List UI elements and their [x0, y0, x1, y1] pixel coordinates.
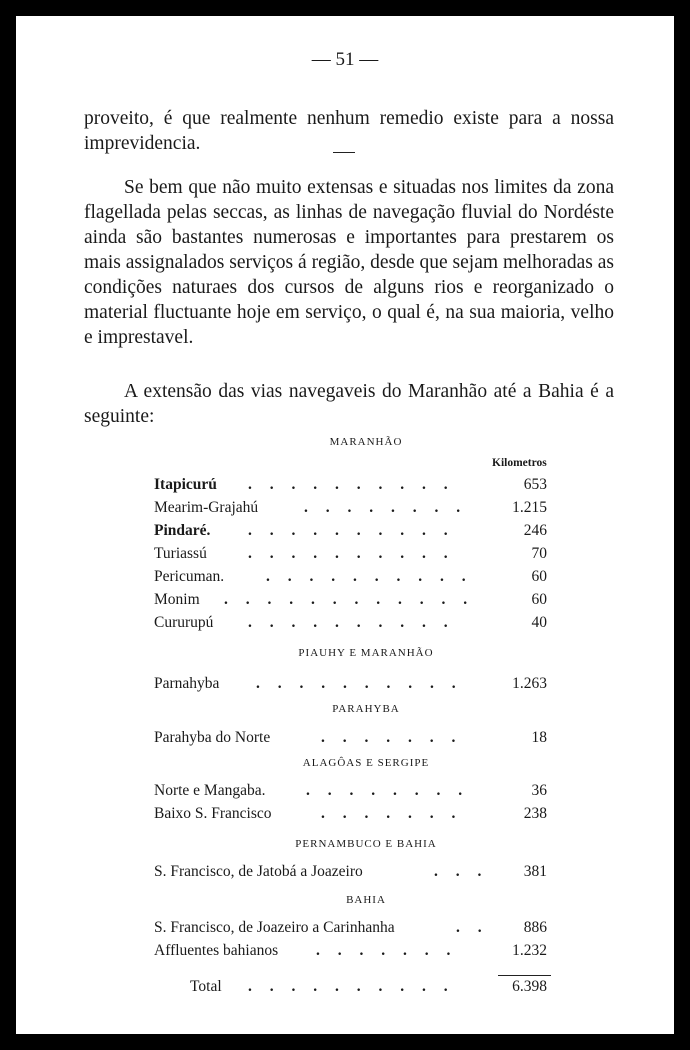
river-name: Pericuman. — [154, 568, 225, 585]
table-row — [16, 522, 674, 544]
river-km: 18 — [531, 729, 547, 746]
river-name: Mearim-Grajahú — [154, 499, 259, 516]
river-km: 886 — [523, 919, 547, 936]
dot-leader: . . . . . . . . . . — [248, 614, 455, 631]
river-km: 1.263 — [512, 675, 547, 692]
section-title-parahyba: PARAHYBA — [332, 703, 400, 715]
dot-leader: . . . — [434, 863, 489, 880]
dot-leader: . . . . . . . . . . — [256, 675, 463, 692]
river-km: 1.215 — [512, 499, 547, 516]
table-row — [16, 591, 674, 613]
river-km: 60 — [531, 568, 547, 585]
dot-leader: . . . . . . . . . . — [248, 545, 455, 562]
page-number: — 51 — — [311, 49, 379, 70]
table-row — [16, 729, 674, 751]
river-km: 381 — [523, 863, 547, 880]
total-rule — [498, 975, 551, 976]
dot-leader: . . . . . . . . . . — [248, 476, 455, 493]
table-row — [16, 675, 674, 697]
dot-leader: . . . . . . . . . . . . — [224, 591, 475, 608]
river-name: Monim — [154, 591, 200, 608]
book-page — [16, 16, 674, 1034]
table-row — [16, 782, 674, 804]
section-title-piauhy-maranhao: PIAUHY E MARANHÃO — [298, 647, 434, 659]
unit-label: Kilometros — [492, 457, 547, 469]
table-row — [16, 805, 674, 827]
river-name: Affluentes bahianos — [154, 942, 279, 959]
dot-leader: . . — [456, 919, 489, 936]
dot-leader: . . . . . . . — [321, 805, 463, 822]
section-title-alagoas-sergipe: ALAGÔAS E SERGIPE — [302, 757, 430, 769]
river-name: Cururupú — [154, 614, 214, 631]
total-value: 6.398 — [512, 978, 547, 995]
river-name: Baixo S. Francisco — [154, 805, 272, 822]
dot-leader: . . . . . . . — [321, 729, 463, 746]
paragraph-2: A extensão das vias navegaveis do Maranhão até a Bahia é a seguinte: — [84, 381, 614, 427]
section-title-maranhao: MARANHÃO — [329, 436, 403, 448]
river-name: Turiassú — [154, 545, 207, 562]
dot-leader: . . . . . . . . . . — [248, 978, 455, 995]
river-km: 238 — [523, 805, 547, 822]
section-title-pernambuco-bahia: PERNAMBUCO E BAHIA — [295, 838, 437, 850]
table-row — [16, 568, 674, 590]
table-row — [16, 614, 674, 636]
river-name: Norte e Mangaba. — [154, 782, 266, 799]
river-name: Parnahyba — [154, 675, 220, 692]
river-km: 70 — [531, 545, 547, 562]
paragraph-1: Se bem que não muito extensas e situadas nos limites da zona flagellada pelas seccas, as linhas de navegação fluvial do Nordéste ainda são bastantes numerosas e importantes para prestarem os mais assignalados serviços á região, desde que sejam melhoradas as condições naturaes dos cursos de alguns rios e reorganizado o material fluctuante hoje em serviço, o qual é, na sua maioria, velho e imprestavel. — [84, 177, 614, 348]
river-name: S. Francisco, de Joazeiro a Carinhanha — [154, 919, 395, 936]
dot-leader: . . . . . . . . — [304, 499, 468, 516]
dot-leader: . . . . . . . . . . — [266, 568, 473, 585]
table-row — [16, 942, 674, 964]
river-name: S. Francisco, de Jatobá a Joazeiro — [154, 863, 363, 880]
river-name: Pindaré. — [154, 522, 211, 539]
river-km: 60 — [531, 591, 547, 608]
table-row — [16, 476, 674, 498]
river-km: 653 — [523, 476, 547, 493]
table-row — [16, 919, 674, 941]
intro-text: proveito, é que realmente nenhum remedio existe para a nossa imprevidencia. — [84, 108, 614, 154]
section-title-bahia: BAHIA — [346, 894, 386, 906]
table-row — [16, 863, 674, 885]
river-km: 246 — [523, 522, 547, 539]
river-name: Itapicurú — [154, 476, 217, 493]
total-label: Total — [190, 978, 222, 995]
total-row — [16, 978, 674, 1000]
section-separator — [333, 152, 355, 153]
dot-leader: . . . . . . . . . . — [248, 522, 455, 539]
table-row — [16, 499, 674, 521]
river-km: 1.232 — [512, 942, 547, 959]
river-name: Parahyba do Norte — [154, 729, 271, 746]
river-km: 40 — [531, 614, 547, 631]
table-row — [16, 545, 674, 567]
river-km: 36 — [531, 782, 547, 799]
dot-leader: . . . . . . . — [316, 942, 458, 959]
dot-leader: . . . . . . . . — [306, 782, 470, 799]
